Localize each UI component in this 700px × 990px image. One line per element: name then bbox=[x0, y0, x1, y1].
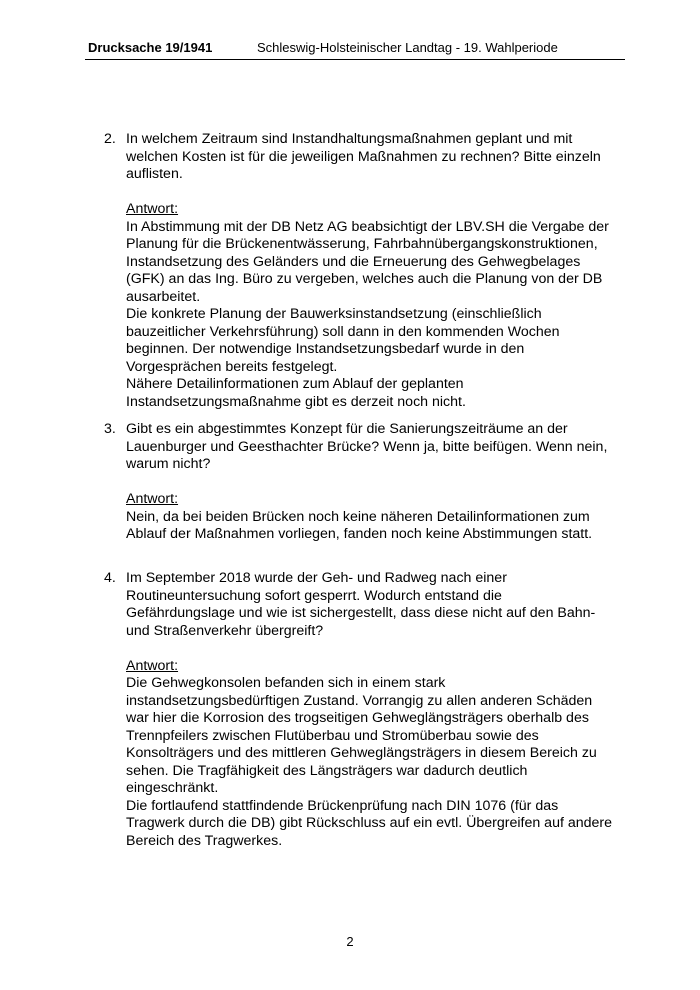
answer-label: Antwort: bbox=[126, 491, 179, 507]
document-number: Drucksache 19/1941 bbox=[88, 40, 213, 55]
answer-paragraph: Nähere Detailinformationen zum Ablauf der geplanten Instandsetzungsmaßnahme gibt es derzeit noch nicht. bbox=[126, 376, 466, 410]
question-2 bbox=[104, 131, 614, 411]
question-number: 3. bbox=[104, 421, 116, 437]
answer-label: Antwort: bbox=[126, 657, 179, 674]
question-4 bbox=[104, 570, 614, 850]
answer-paragraph: In Abstimmung mit der DB Netz AG beabsichtigt der LBV.SH die Vergabe der Planung für die Brückenentwässerung, Fahrbahnübergangskonstruktionen, Instandsetzung des Geländers und die Erneuerung des Gehwegbelages (GFK) an das Ing. Büro zu vergeben, welches auch die Planung von der DB ausarbeitet. bbox=[126, 218, 609, 305]
question-text: Gibt es ein abgestimmtes Konzept für die Sanierungszeiträume an der Lauenburger und Geesthachter Brücke? Wenn ja, bitte beifügen. Wenn nein, warum nicht? bbox=[126, 421, 608, 472]
page-header bbox=[85, 39, 625, 60]
answer-paragraph: Die Gehwegkonsolen befanden sich in einem stark instandsetzungsbedürftigen Zustand. Vorrangig zu allen anderen Schäden war hier die Korrosion des trogseitigen Gehweglängsträgers oberhalb des Trennpfeilers zwischen Flutüberbau und Stromüberbau sowie des Konsolträgers und des mittleren Gehweglängsträgers in diesem Bereich zu sehen. Die Tragfähigkeit des Längsträgers war dadurch deutlich eingeschränkt. bbox=[126, 675, 597, 796]
answer-paragraph: Nein, da bei beiden Brücken noch keine näheren Detailinformationen zum Ablauf der Maßnahmen vorliegen, fanden noch keine Abstimmungen statt. bbox=[126, 508, 593, 542]
header-title: Schleswig-Holsteinischer Landtag - 19. Wahlperiode bbox=[257, 40, 558, 55]
answer-paragraph: Die fortlaufend stattfindende Brückenprüfung nach DIN 1076 (für das Tragwerk durch die DB) gibt Rückschluss auf ein evtl. Übergreifen auf andere Bereich des Tragwerkes. bbox=[126, 797, 613, 849]
question-number: 4. bbox=[104, 570, 116, 586]
question-text: In welchem Zeitraum sind Instandhaltungsmaßnahmen geplant und mit welchen Kosten ist für die jeweiligen Maßnahmen zu rechnen? Bitte einzeln auflisten. bbox=[126, 131, 601, 182]
answer-paragraph: Die konkrete Planung der Bauwerksinstandsetzung (einschließlich bauzeitlicher Verkehrsführung) soll dann in den kommenden Wochen beginnen. Der notwendige Instandsetzungsbedarf wurde in den Vorgesprächen bereits festgelegt. bbox=[126, 306, 560, 375]
answer-label: Antwort: bbox=[126, 201, 179, 217]
question-3 bbox=[104, 421, 614, 544]
page-number: 2 bbox=[346, 934, 354, 949]
question-text: Im September 2018 wurde der Geh- und Radweg nach einer Routineuntersuchung sofort gesperrt. Wodurch entstand die Gefährdungslage und wie ist sichergestellt, dass diese nicht auf den Bahn- und Straßenverkehr übergreift? bbox=[126, 570, 596, 639]
question-number: 2. bbox=[104, 131, 116, 147]
